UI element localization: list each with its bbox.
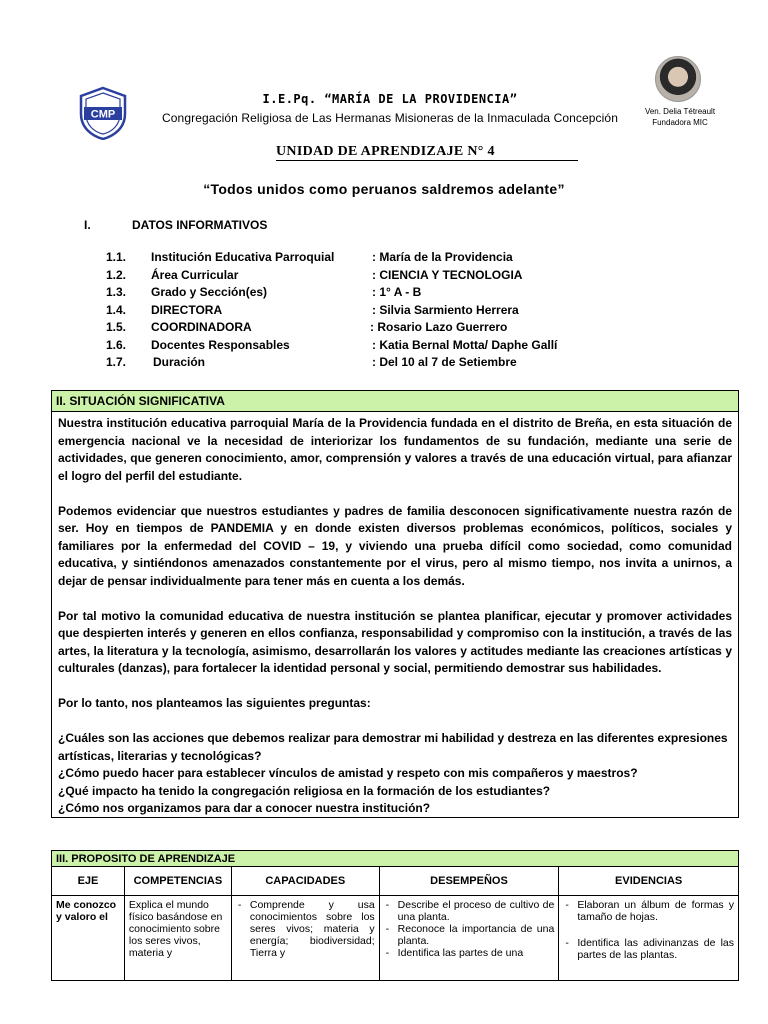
col-header-capacidades: CAPACIDADES <box>231 867 379 896</box>
info-key: Institución Educativa Parroquial <box>151 250 335 264</box>
info-num: 1.3. <box>106 285 127 299</box>
situation-heading: II. SITUACIÓN SIGNIFICATIVA <box>52 391 738 412</box>
info-key: Área Curricular <box>151 267 239 282</box>
question-item: ¿Cómo puedo hacer para establecer vínculos de amistad y respeto con mis compañeros y maestros? <box>58 766 638 780</box>
school-crest-icon <box>78 86 128 140</box>
table-row <box>52 896 739 981</box>
info-value: : María de la Providencia <box>372 250 513 264</box>
question-item: ¿Cuáles son las acciones que debemos realizar para demostrar mi habilidad y destreza en las diferentes expresiones artísticas, literarias y tecnológicas? <box>58 731 728 763</box>
cell-desempenos <box>379 896 559 981</box>
capacidad-item: - Comprende y usa conocimientos sobre los seres vivos; materia y energía; biodiversidad; Tierra y <box>236 899 375 959</box>
info-row <box>106 338 606 356</box>
info-key: COORDINADORA <box>151 320 252 334</box>
portrait-caption <box>630 106 730 128</box>
section1-heading <box>84 218 267 232</box>
info-value: : Silvia Sarmiento Herrera <box>372 302 519 317</box>
evidencia-item: - Identifica las adivinanzas de las partes de las plantas. <box>563 937 734 961</box>
col-header-desempenos: DESEMPEÑOS <box>379 867 559 896</box>
cell-competencias: Explica el mundo físico basándose en conocimiento sobre los seres vivos, materia y <box>124 896 231 981</box>
info-row <box>106 355 606 373</box>
unit-title-text: UNIDAD DE APRENDIZAJE N° 4 <box>276 144 495 159</box>
info-num: 1.6. <box>106 337 127 352</box>
section1-title: DATOS INFORMATIVOS <box>132 218 268 232</box>
situation-paragraph: Podemos evidenciar que nuestros estudiantes y padres de familia desconocen significativamente nuestra razón de ser. Hoy en tiempos de PANDEMIA y en donde existen diversos problemas económicos, políticos, sociales y familiares por la enfermedad del COVID – 19, y viviendo una prueba difícil como sociedad, como comunidad educativa, y sintiéndonos amenazados constantemente por el virus, pero al mismo tiempo, nos invita a unirnos, a dejar de pensar individualmente para tener más en cuenta a los demás. <box>58 503 732 588</box>
info-key: Duración <box>153 355 206 369</box>
info-value: : Del 10 al 7 de Setiembre <box>372 355 517 369</box>
cell-capacidades <box>231 896 379 981</box>
info-key: DIRECTORA <box>151 302 223 317</box>
info-value: : 1° A - B <box>372 285 422 299</box>
situation-box <box>51 390 739 818</box>
school-title: I.E.Pq. “MARÍA DE LA PROVIDENCIA” <box>262 92 518 106</box>
desempeno-item: - Identifica las partes de una <box>384 947 555 959</box>
info-num: 1.2. <box>106 267 127 282</box>
logo-text: CMP <box>90 108 116 121</box>
info-row <box>106 303 606 321</box>
purpose-heading: III. PROPOSITO DE APRENDIZAJE <box>52 851 739 867</box>
founder-portrait <box>655 56 701 102</box>
col-header-competencias: COMPETENCIAS <box>124 867 231 896</box>
situation-paragraph: Por tal motivo la comunidad educativa de nuestra institución se plantea planificar, ejecutar y promover actividades que despierten interés y generen en ellos confianza, responsabilidad y compromiso con la institución, a través de las artes, la literatura y la tecnología, asimismo, desarrollarán los valores y actitudes mediante las creaciones artísticas y culturales (danzas), para fortalecer la identidad personal y social, permitiendo demostrar sus habilidades. <box>58 608 732 675</box>
info-value: : CIENCIA Y TECNOLOGIA <box>372 267 523 282</box>
section1-number: I. <box>84 218 91 232</box>
info-key: Docentes Responsables <box>151 337 290 352</box>
purpose-table <box>51 850 739 981</box>
situation-body <box>52 412 738 818</box>
info-row <box>106 250 606 268</box>
question-item: ¿Cómo nos organizamos para dar a conocer nuestra institución? <box>58 801 431 815</box>
desempeno-item: - Describe el proceso de cultivo de una planta. <box>384 899 555 923</box>
info-value: : Rosario Lazo Guerrero <box>370 320 508 334</box>
cell-evidencias <box>559 896 739 981</box>
question-item: ¿Qué impacto ha tenido la congregación religiosa en la formación de los estudiantes? <box>58 783 551 798</box>
evidencia-item: - Elaboran un álbum de formas y tamaño de hojas. <box>563 899 734 923</box>
info-num: 1.4. <box>106 302 127 317</box>
situation-paragraph: Por lo tanto, nos planteamos las siguientes preguntas: <box>58 696 371 710</box>
unit-motto: “Todos unidos como peruanos saldremos adelante” <box>203 181 565 197</box>
info-num: 1.7. <box>106 355 127 369</box>
info-value: : Katia Bernal Motta/ Daphe Gallí <box>372 337 558 352</box>
portrait-caption-name: Ven. Delia Tétreault <box>644 107 716 116</box>
col-header-eje: EJE <box>52 867 125 896</box>
info-row <box>106 285 606 303</box>
situation-paragraph: Nuestra institución educativa parroquial María de la Providencia fundada en el distrito de Breña, en esta situación de emergencia nacional ve la necesidad de interiorizar los fundamentos de su fundación, mediante una serie de actividades, que generen conocimiento, amor, comprensión y valores a través de una educación virtual, para afianzar el logro del perfil del estudiante. <box>58 416 732 483</box>
unit-title <box>276 144 578 161</box>
info-num: 1.1. <box>106 250 127 264</box>
info-key: Grado y Sección(es) <box>151 285 268 299</box>
school-subtitle: Congregación Religiosa de Las Hermanas Misioneras de la Inmaculada Concepción <box>162 111 618 125</box>
desempeno-item: - Reconoce la importancia de una planta. <box>384 923 555 947</box>
col-header-evidencias: EVIDENCIAS <box>559 867 739 896</box>
portrait-caption-role: Fundadora MIC <box>652 118 708 127</box>
info-num: 1.5. <box>106 320 127 334</box>
info-row <box>106 268 606 286</box>
info-row <box>106 320 606 338</box>
info-list <box>106 250 606 373</box>
cell-eje: Me conozco y valoro el <box>52 896 125 981</box>
